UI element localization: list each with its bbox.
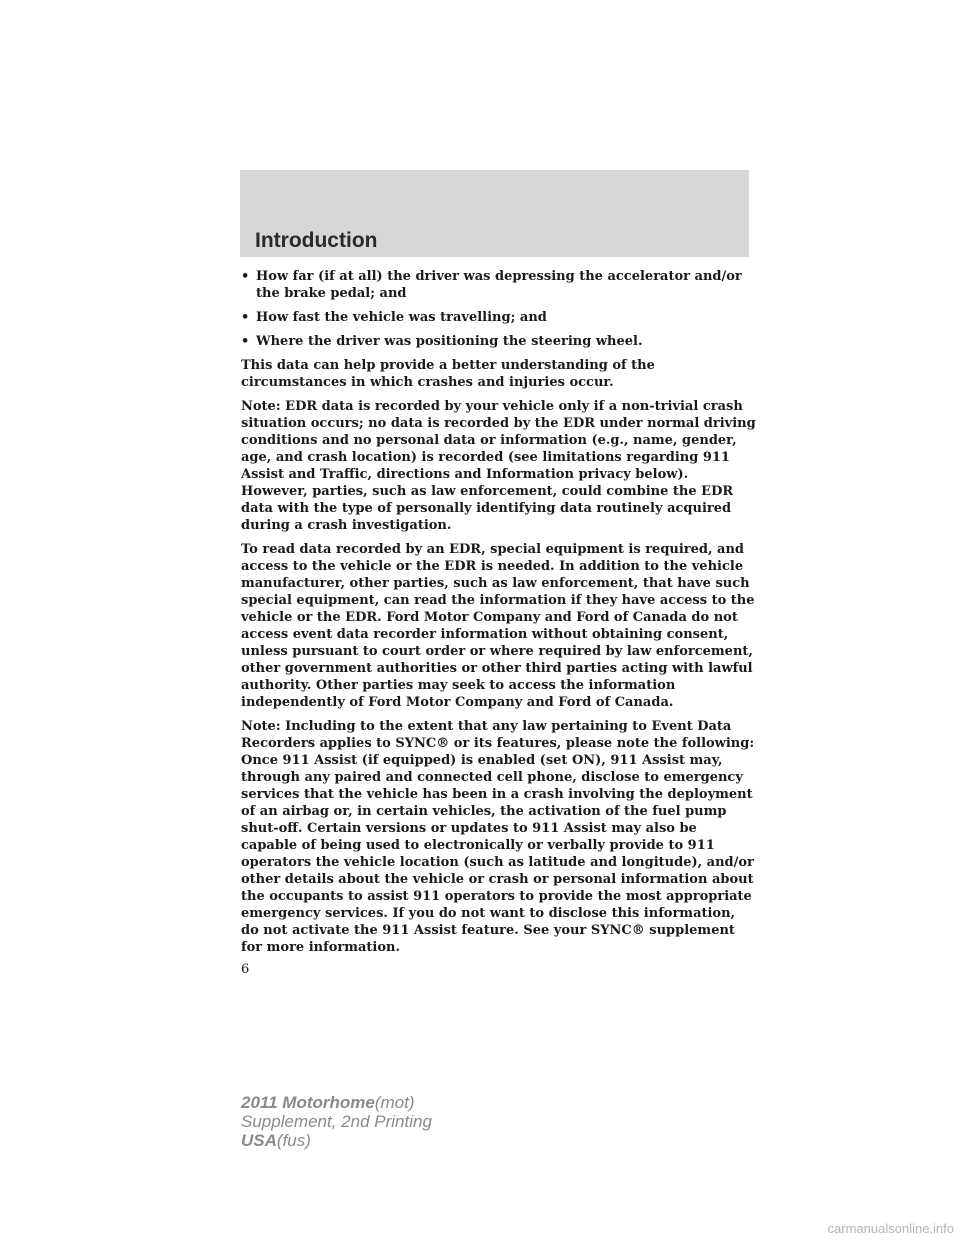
- footer-market-code: (fus): [276, 1131, 311, 1150]
- paragraph: Note: Including to the extent that any law pertaining to Event Data Recorders applies to SYNC® or its features, please note the following: Once 911 Assist (if equipped) is enabled (set ON), 911 Assist may, through any paired and connected cell phone, disclose to emergency services that the vehicle has been in a crash involving the deployment of an airbag or, in certain vehicles, the activation of the fuel pump shut-off. Certain versions or updates to 911 Assist may also be capable of being used to electronically or verbally provide to 911 operators the vehicle location (such as latitude and longitude), and/or other details about the vehicle or crash or personal information about the occupants to assist 911 operators to provide the most appropriate emergency services. If you do not want to disclose this information, do not activate the 911 Assist feature. See your SYNC® supplement for more information.: [241, 719, 755, 955]
- bullet-dot-icon: •: [241, 269, 250, 284]
- footer-model-code: (mot): [374, 1093, 415, 1112]
- print-footer: [241, 1093, 432, 1150]
- footer-line: [241, 1093, 432, 1112]
- footer-market: USA: [241, 1131, 277, 1150]
- bullet-item: [241, 268, 757, 302]
- footer-line: [241, 1131, 432, 1150]
- paragraph: This data can help provide a better understanding of the circumstances in which crashes and injuries occur.: [241, 358, 655, 390]
- footer-printing: Supplement, 2nd Printing: [241, 1112, 432, 1131]
- page-number: 6: [241, 962, 250, 977]
- paragraph: Note: EDR data is recorded by your vehicle only if a non-trivial crash situation occurs; no data is recorded by the EDR under normal driving conditions and no personal data or information (e.g., name, gender, age, and crash location) is recorded (see limitations regarding 911 Assist and Traffic, directions and Information privacy below). However, parties, such as law enforcement, could combine the EDR data with the type of personally identifying data routinely acquired during a crash investigation.: [241, 399, 756, 533]
- section-title: Introduction: [255, 229, 378, 252]
- footer-line: [241, 1112, 432, 1131]
- bullet-text: Where the driver was positioning the steering wheel.: [256, 334, 643, 349]
- bullet-text: How far (if at all) the driver was depressing the accelerator and/or the brake pedal; and: [256, 269, 742, 301]
- bullet-dot-icon: •: [241, 310, 250, 325]
- footer-model: 2011 Motorhome: [241, 1093, 375, 1112]
- bullet-item: [241, 309, 757, 326]
- watermark: carmanualsonline.info: [827, 1221, 954, 1236]
- paragraph: To read data recorded by an EDR, special equipment is required, and access to the vehicle or the EDR is needed. In addition to the vehicle manufacturer, other parties, such as law enforcement, that have such special equipment, can read the information if they have access to the vehicle or the EDR. Ford Motor Company and Ford of Canada do not access event data recorder information without obtaining consent, unless pursuant to court order or where required by law enforcement, other government authorities or other third parties acting with lawful authority. Other parties may seek to access the information independently of Ford Motor Company and Ford of Canada.: [241, 542, 755, 710]
- body-content: [241, 268, 757, 963]
- bullet-item: [241, 333, 757, 350]
- bullet-dot-icon: •: [241, 334, 250, 349]
- bullet-text: How fast the vehicle was travelling; and: [256, 310, 547, 325]
